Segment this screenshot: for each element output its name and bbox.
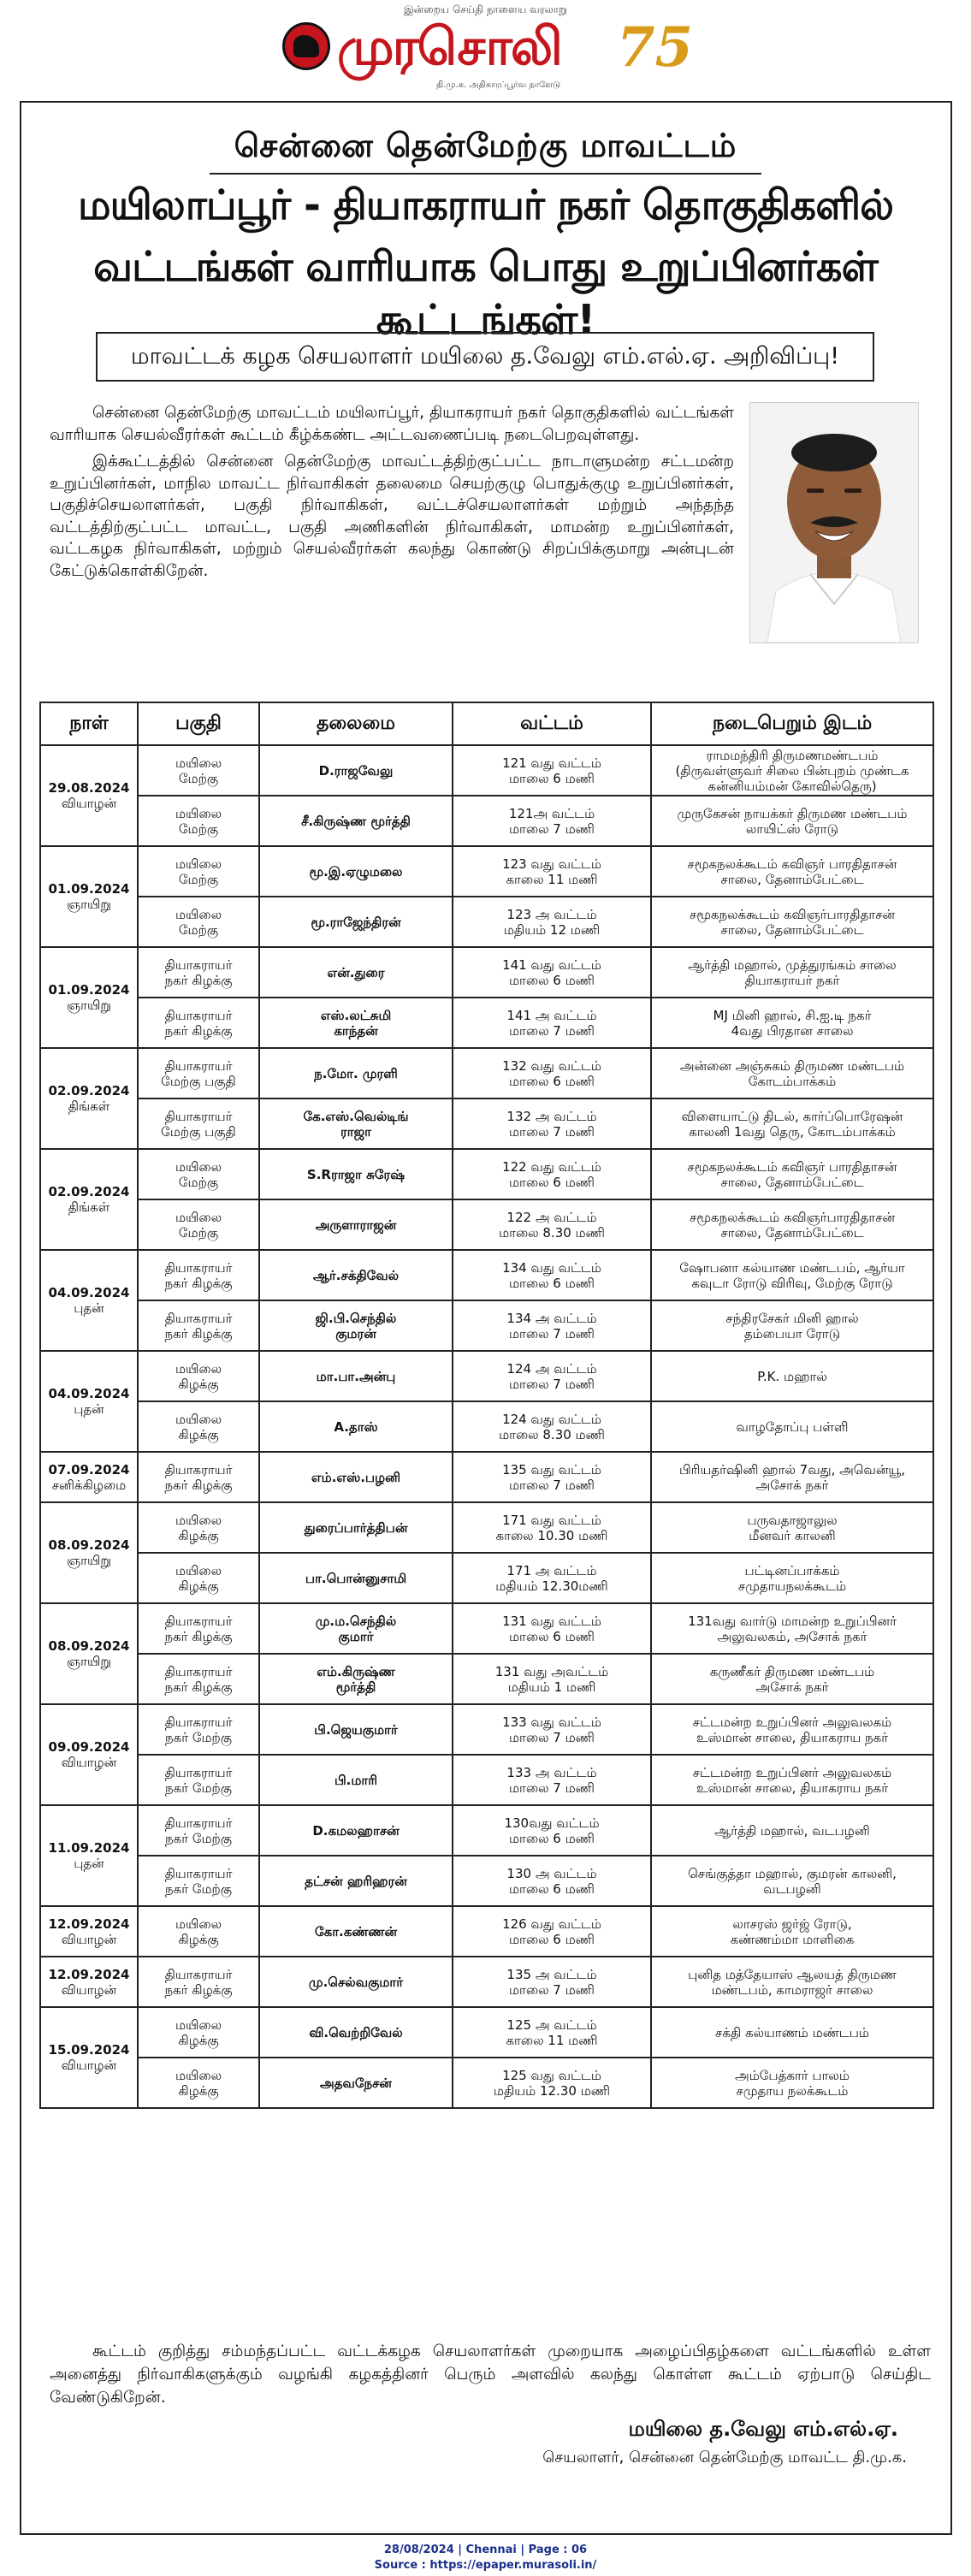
ward-cell: 121 வது வட்டம் மாலை 6 மணி (453, 745, 651, 796)
headline-line-2: மயிலாப்பூர் - தியாகராயர் நகர் தொகுதிகளில் (78, 181, 893, 229)
newspaper-logo[interactable] (282, 15, 693, 90)
ward-cell: 131 வது வட்டம் மாலை 6 மணி (453, 1603, 651, 1654)
meeting-day: ஞாயிறு (67, 998, 111, 1013)
leader-cell: என்.துரை (259, 947, 453, 998)
meeting-date: 12.09.2024 (48, 1966, 130, 1982)
venue-cell: சட்டமன்ற உறுப்பினர் அலுவலகம் உஸ்மான் சாலை, தியாகராய நகர் (651, 1755, 933, 1805)
meeting-date-cell (40, 1957, 138, 2007)
ward-cell: 124 அ வட்டம் மாலை 7 மணி (453, 1351, 651, 1401)
meeting-date: 29.08.2024 (48, 780, 130, 796)
area-cell: மயிலை கிழக்கு (138, 1553, 259, 1603)
table-row (40, 1805, 933, 1856)
ward-cell: 123 அ வட்டம் மதியம் 12 மணி (453, 897, 651, 947)
venue-cell: சக்தி கல்யாணம் மண்டபம் (651, 2007, 933, 2058)
leader-cell: S.Rராஜா சுரேஷ் (259, 1149, 453, 1199)
area-cell: தியாகராயர் மேற்கு பகுதி (138, 1099, 259, 1149)
venue-cell: சமூகநலக்கூடம் கவிஞர் பாரதிதாசன் சாலை, தேனாம்பேட்டை (651, 1149, 933, 1199)
table-header-row (40, 702, 933, 745)
meeting-day: ஞாயிறு (67, 1654, 111, 1669)
venue-cell: முருகேசன் நாயக்கர் திருமண மண்டபம் லாயிட்ஸ் ரோடு (651, 796, 933, 846)
footer-source-link[interactable]: Source : https://epaper.murasoli.in/ (374, 2559, 597, 2572)
area-cell: தியாகராயர் நகர் கிழக்கு (138, 1957, 259, 2007)
table-row (40, 1149, 933, 1199)
meeting-day: திங்கள் (68, 1099, 110, 1114)
table-row (40, 846, 933, 897)
leader-cell: கே.எஸ்.வெல்டிங் ராஜா (259, 1099, 453, 1149)
venue-cell: பட்டினப்பாக்கம் சமுதாயநலக்கூடம் (651, 1553, 933, 1603)
ward-cell: 135 வது வட்டம் மாலை 7 மணி (453, 1452, 651, 1502)
table-row (40, 1553, 933, 1603)
header-date: நாள் (40, 702, 138, 745)
area-cell: தியாகராயர் நகர் மேற்கு (138, 1755, 259, 1805)
leader-cell: தட்சன் ஹரிஹரன் (259, 1856, 453, 1906)
leader-cell: எம்.கிருஷ்ண மூர்த்தி (259, 1654, 453, 1704)
meeting-date: 07.09.2024 (48, 1461, 130, 1477)
footer-edition-info: 28/08/2024 | Chennai | Page : 06 (383, 2543, 588, 2556)
header-area: பகுதி (138, 702, 259, 745)
venue-cell: சட்டமன்ற உறுப்பினர் அலுவலகம் உஸ்மான் சாலை, தியாகராய நகர் (651, 1704, 933, 1755)
meeting-day: வியாழன் (61, 796, 117, 811)
table-row (40, 1199, 933, 1250)
meeting-date-cell (40, 1250, 138, 1351)
table-row (40, 1906, 933, 1957)
table-row (40, 2007, 933, 2058)
area-cell: மயிலை மேற்கு (138, 1149, 259, 1199)
ward-cell: 141 வது வட்டம் மாலை 6 மணி (453, 947, 651, 998)
headline-line-3: வட்டங்கள் வாரியாக பொது உறுப்பினர்கள் கூட்டங்கள்! (93, 243, 878, 344)
area-cell: தியாகராயர் நகர் மேற்கு (138, 1805, 259, 1856)
meeting-day: புதன் (74, 1856, 104, 1871)
table-row (40, 1704, 933, 1755)
leader-cell: மு.செல்வகுமார் (259, 1957, 453, 2007)
ward-cell: 171 வது வட்டம் காலை 10.30 மணி (453, 1502, 651, 1553)
leader-cell: ந.மோ. முரளி (259, 1048, 453, 1099)
leader-cell: ஆர்.சக்திவேல் (259, 1250, 453, 1300)
leader-cell: சீ.கிருஷ்ண மூர்த்தி (259, 796, 453, 846)
ward-cell: 122 வது வட்டம் மாலை 6 மணி (453, 1149, 651, 1199)
meeting-date: 01.09.2024 (48, 881, 130, 897)
area-cell: தியாகராயர் நகர் கிழக்கு (138, 1250, 259, 1300)
leader-cell: எஸ்.லட்சுமி காந்தன் (259, 998, 453, 1048)
ward-cell: 125 அ வட்டம் காலை 11 மணி (453, 2007, 651, 2058)
meeting-date-cell (40, 1149, 138, 1250)
ward-cell: 131 வது அவட்டம் மதியம் 1 மணி (453, 1654, 651, 1704)
meeting-date: 04.09.2024 (48, 1285, 130, 1300)
leader-cell: துரைப்பார்த்திபன் (259, 1502, 453, 1553)
venue-cell: அம்பேத்கார் பாலம் சமுதாய நலக்கூடம் (651, 2058, 933, 2108)
headline-line-1: சென்னை தென்மேற்கு மாவட்டம் (234, 127, 737, 164)
area-cell: மயிலை மேற்கு (138, 897, 259, 947)
ward-cell: 125 வது வட்டம் மதியம் 12.30 மணி (453, 2058, 651, 2108)
area-cell: தியாகராயர் நகர் கிழக்கு (138, 1300, 259, 1351)
venue-cell: ராமமந்திரி திருமணமண்டபம் (திருவள்ளுவர் சிலை பின்புறம் முண்டக கன்னியம்மன் கோவில்தெரு) (651, 745, 933, 796)
leader-cell: A.தாஸ் (259, 1401, 453, 1452)
table-row (40, 1401, 933, 1452)
leader-cell: பி.மாரி (259, 1755, 453, 1805)
logo-subtitle: தி.மு.க. அதிகாரப்பூர்வ நாளேடு (436, 80, 561, 90)
venue-cell: சந்திரசேகர் மினி ஹால் தம்பையா ரோடு (651, 1300, 933, 1351)
area-cell: தியாகராயர் நகர் கிழக்கு (138, 947, 259, 998)
meeting-date-cell (40, 745, 138, 846)
meeting-day: வியாழன் (61, 2058, 117, 2073)
area-cell: தியாகராயர் நகர் கிழக்கு (138, 1603, 259, 1654)
meeting-day: ஞாயிறு (67, 1553, 111, 1568)
venue-cell: ஷோபனா கல்யாண மண்டபம், ஆர்யா கவுடா ரோடு விரிவு, மேற்கு ரோடு (651, 1250, 933, 1300)
venue-cell: கருணீகர் திருமண மண்டபம் அசோக் நகர் (651, 1654, 933, 1704)
meeting-date-cell (40, 947, 138, 1048)
area-cell: மயிலை கிழக்கு (138, 1401, 259, 1452)
area-cell: மயிலை மேற்கு (138, 796, 259, 846)
area-cell: தியாகராயர் நகர் கிழக்கு (138, 1452, 259, 1502)
meeting-date-cell (40, 1805, 138, 1906)
ward-cell: 134 வது வட்டம் மாலை 6 மணி (453, 1250, 651, 1300)
venue-cell: வாழதோப்பு பள்ளி (651, 1401, 933, 1452)
ward-cell: 132 அ வட்டம் மாலை 7 மணி (453, 1099, 651, 1149)
meeting-date: 09.09.2024 (48, 1739, 130, 1755)
meeting-day: புதன் (74, 1401, 104, 1417)
portrait-illustration (750, 403, 918, 643)
signatory-name: மயிலை த.வேலு எம்.எல்.ஏ. (628, 2417, 898, 2441)
anniversary-75-badge: 75 (616, 15, 693, 80)
area-cell: மயிலை மேற்கு (138, 745, 259, 796)
venue-cell: புனித மத்தேயாஸ் ஆலயத் திருமண மண்டபம், காமராஜர் சாலை (651, 1957, 933, 2007)
meeting-date-cell (40, 1906, 138, 1957)
meeting-date-cell (40, 1704, 138, 1805)
meeting-date: 08.09.2024 (48, 1537, 130, 1553)
table-row (40, 1300, 933, 1351)
intro-paragraph-1: சென்னை தென்மேற்கு மாவட்டம் மயிலாப்பூர், தியாகராயர் நகர் தொகுதிகளில் வட்டங்கள் வாரியாக செயல்வீரர்கள் கூட்டம் கீழ்க்கண்ட அட்டவணைப்படி நடைபெறவுள்ளது. (50, 404, 734, 444)
masthead (0, 0, 971, 90)
leader-cell: அருளாராஜன் (259, 1199, 453, 1250)
table-row (40, 1603, 933, 1654)
leader-cell: பி.ஜெயகுமார் (259, 1704, 453, 1755)
signatory-title: செயலாளர், சென்னை தென்மேற்கு மாவட்ட தி.மு.க. (542, 2449, 907, 2466)
leader-cell: மா.பா.அன்பு (259, 1351, 453, 1401)
leader-cell: எம்.எஸ்.பழனி (259, 1452, 453, 1502)
subheadline-box: மாவட்டக் கழக செயலாளர் மயிலை த.வேலு எம்.எல்.ஏ. அறிவிப்பு! (96, 332, 874, 382)
ward-cell: 133 அ வட்டம் மாலை 7 மணி (453, 1755, 651, 1805)
leader-cell: ஜி.பி.செந்தில் குமரன் (259, 1300, 453, 1351)
venue-cell: P.K. மஹால் (651, 1351, 933, 1401)
venue-cell: ஆர்த்தி மஹால், வடபழனி (651, 1805, 933, 1856)
meeting-day: வியாழன் (61, 1981, 117, 1998)
area-cell: தியாகராயர் நகர் மேற்கு (138, 1856, 259, 1906)
table-row (40, 1502, 933, 1553)
ward-cell: 132 வது வட்டம் மாலை 6 மணி (453, 1048, 651, 1099)
ward-cell: 123 வது வட்டம் காலை 11 மணி (453, 846, 651, 897)
header-venue: நடைபெறும் இடம் (651, 702, 933, 745)
table-row (40, 745, 933, 796)
venue-cell: அன்னை அஞ்சுகம் திருமண மண்டபம் கோடம்பாக்கம் (651, 1048, 933, 1099)
masthead-tagline: இன்றைய செய்தி நாளைய வரலாறு (403, 3, 568, 15)
table-row (40, 998, 933, 1048)
meeting-day: வியாழன் (61, 1755, 117, 1770)
meeting-day: வியாழன் (61, 1931, 117, 1947)
table-row (40, 1048, 933, 1099)
intro-text (50, 402, 734, 587)
venue-cell: செங்குத்தா மஹால், குமரன் காலனி, வடபழனி (651, 1856, 933, 1906)
area-cell: மயிலை கிழக்கு (138, 1906, 259, 1957)
table-row (40, 1856, 933, 1906)
meeting-date: 04.09.2024 (48, 1386, 130, 1401)
meeting-date: 15.09.2024 (48, 2042, 130, 2058)
ward-cell: 124 வது வட்டம் மாலை 8.30 மணி (453, 1401, 651, 1452)
secretary-portrait-photo (749, 402, 919, 643)
ward-cell: 141 அ வட்டம் மாலை 7 மணி (453, 998, 651, 1048)
meeting-day: புதன் (74, 1300, 104, 1316)
table-row (40, 1250, 933, 1300)
leader-cell: மு.ம.செந்தில் குமார் (259, 1603, 453, 1654)
meeting-date: 01.09.2024 (48, 982, 130, 998)
leader-cell: D.ராஜவேலு (259, 745, 453, 796)
meeting-date: 08.09.2024 (48, 1638, 130, 1654)
leader-cell: பா.பொன்னுசாமி (259, 1553, 453, 1603)
ward-cell: 122 அ வட்டம் மாலை 8.30 மணி (453, 1199, 651, 1250)
table-row (40, 1099, 933, 1149)
area-cell: மயிலை கிழக்கு (138, 1351, 259, 1401)
ward-cell: 130 அ வட்டம் மாலை 6 மணி (453, 1856, 651, 1906)
table-row (40, 1654, 933, 1704)
meeting-date-cell (40, 2007, 138, 2108)
meeting-date-cell (40, 846, 138, 947)
meeting-date: 11.09.2024 (48, 1840, 130, 1856)
ward-cell: 121அ வட்டம் மாலை 7 மணி (453, 796, 651, 846)
venue-cell: 131வது வார்டு மாமன்ற உறுப்பினர் அலுவலகம், அசோக் நகர் (651, 1603, 933, 1654)
meeting-day: ஞாயிறு (67, 897, 111, 912)
table-row (40, 947, 933, 998)
leader-cell: மூ.ராஜேந்திரன் (259, 897, 453, 947)
meeting-schedule-table (39, 702, 934, 2109)
venue-cell: MJ மினி ஹால், சி.ஐ.டி நகர் 4வது பிரதான சாலை (651, 998, 933, 1048)
meeting-date: 12.09.2024 (48, 1916, 130, 1932)
area-cell: மயிலை மேற்கு (138, 1199, 259, 1250)
table-row (40, 2058, 933, 2108)
ward-cell: 126 வது வட்டம் மாலை 6 மணி (453, 1906, 651, 1957)
ward-cell: 134 அ வட்டம் மாலை 7 மணி (453, 1300, 651, 1351)
ward-cell: 135 அ வட்டம் மாலை 7 மணி (453, 1957, 651, 2007)
logo-wordmark: முரசொலி (337, 17, 561, 77)
table-row (40, 1452, 933, 1502)
schedule-body (40, 745, 933, 2108)
area-cell: மயிலை கிழக்கு (138, 2058, 259, 2108)
meeting-date: 02.09.2024 (48, 1083, 130, 1099)
leader-cell: கோ.கண்ணன் (259, 1906, 453, 1957)
ward-cell: 133 வது வட்டம் மாலை 7 மணி (453, 1704, 651, 1755)
table-row (40, 1351, 933, 1401)
venue-cell: ஆர்த்தி மஹால், முத்துரங்கம் சாலை தியாகராயர் நகர் (651, 947, 933, 998)
table-row (40, 796, 933, 846)
headline-divider (210, 173, 761, 175)
venue-cell: விளையாட்டு திடல், கார்ப்பொரேஷன் காலனி 1வது தெரு, கோடம்பாக்கம் (651, 1099, 933, 1149)
page-footer (0, 2543, 971, 2573)
area-cell: தியாகராயர் நகர் கிழக்கு (138, 998, 259, 1048)
table-row (40, 1755, 933, 1805)
meeting-date-cell (40, 1603, 138, 1704)
area-cell: மயிலை கிழக்கு (138, 2007, 259, 2058)
leader-cell: வி.வெற்றிவேல் (259, 2007, 453, 2058)
area-cell: மயிலை கிழக்கு (138, 1502, 259, 1553)
venue-cell: சமூகநலக்கூடம் கவிஞர்பாரதிதாசன் சாலை, தேனாம்பேட்டை (651, 897, 933, 947)
meeting-date-cell (40, 1048, 138, 1149)
table-row (40, 1957, 933, 2007)
area-cell: தியாகராயர் நகர் மேற்கு (138, 1704, 259, 1755)
area-cell: தியாகராயர் மேற்கு பகுதி (138, 1048, 259, 1099)
closing-paragraph: கூட்டம் குறித்து சம்மந்தப்பட்ட வட்டக்கழக செயலாளர்கள் முறையாக அழைப்பிதழ்களை வட்டங்களில் உள்ள அனைத்து நிர்வாகிகளுக்கும் வழங்கி கழகத்தினர் பெரும் அளவில் கலந்து கொள்ள கூட்டம் ஏற்பாடு செய்திட வேண்டுகிறேன். (50, 2342, 931, 2407)
leader-cell: அதவநேசன் (259, 2058, 453, 2108)
area-cell: மயிலை மேற்கு (138, 846, 259, 897)
header-ward: வட்டம் (453, 702, 651, 745)
ward-cell: 171 அ வட்டம் மதியம் 12.30மணி (453, 1553, 651, 1603)
meeting-date-cell (40, 1351, 138, 1452)
ward-cell: 130வது வட்டம் மாலை 6 மணி (453, 1805, 651, 1856)
venue-cell: லாசரஸ் ஜர்ஜ் ரோடு, கண்ணம்மா மாளிகை (651, 1906, 933, 1957)
venue-cell: பருவதாஜாலுல மீனவர் காலனி (651, 1502, 933, 1553)
meeting-date-cell (40, 1452, 138, 1502)
meeting-date: 02.09.2024 (48, 1184, 130, 1199)
meeting-date-cell (40, 1502, 138, 1603)
venue-cell: பிரியதர்ஷினி ஹால் 7வது, அவென்யூ, அசோக் நகர் (651, 1452, 933, 1502)
meeting-day: திங்கள் (68, 1199, 110, 1215)
leader-cell: மூ.இ.ஏழுமலை (259, 846, 453, 897)
venue-cell: சமூகநலக்கூடம் கவிஞர் பாரதிதாசன் சாலை, தேனாம்பேட்டை (651, 846, 933, 897)
venue-cell: சமூகநலக்கூடம் கவிஞர்பாரதிதாசன் சாலை, தேனாம்பேட்டை (651, 1199, 933, 1250)
meeting-day: சனிக்கிழமை (51, 1477, 127, 1493)
leader-cell: D.கமலஹாசன் (259, 1805, 453, 1856)
area-cell: தியாகராயர் நகர் கிழக்கு (138, 1654, 259, 1704)
rising-sun-emblem-icon (282, 22, 330, 70)
header-leader: தலைமை (259, 702, 453, 745)
intro-paragraph-2: இக்கூட்டத்தில் சென்னை தென்மேற்கு மாவட்டத்திற்குட்பட்ட நாடாளுமன்ற சட்டமன்ற உறுப்பினர்கள், மாநில மாவட்ட நிர்வாகிகள் தலைமை செயற்குழு பொதுக்குழு உறுப்பினர்கள், பகுதிச்செயலாளர்கள், பகுதி நிர்வாகிகள், வட்டச்செயலாளர்கள் மற்றும் அந்தந்த வட்டத்திற்குட்பட்ட மாவட்ட, பகுதி அணிகளின் நிர்வாகிகள், மாமன்ற உறுப்பினர்கள், வட்டகழக நிர்வாகிகள், மற்றும் செயல்வீரர்கள் கலந்து கொண்டு சிறப்பிக்குமாறு அன்புடன் கேட்டுக்கொள்கிறேன். (50, 453, 734, 580)
table-row (40, 897, 933, 947)
